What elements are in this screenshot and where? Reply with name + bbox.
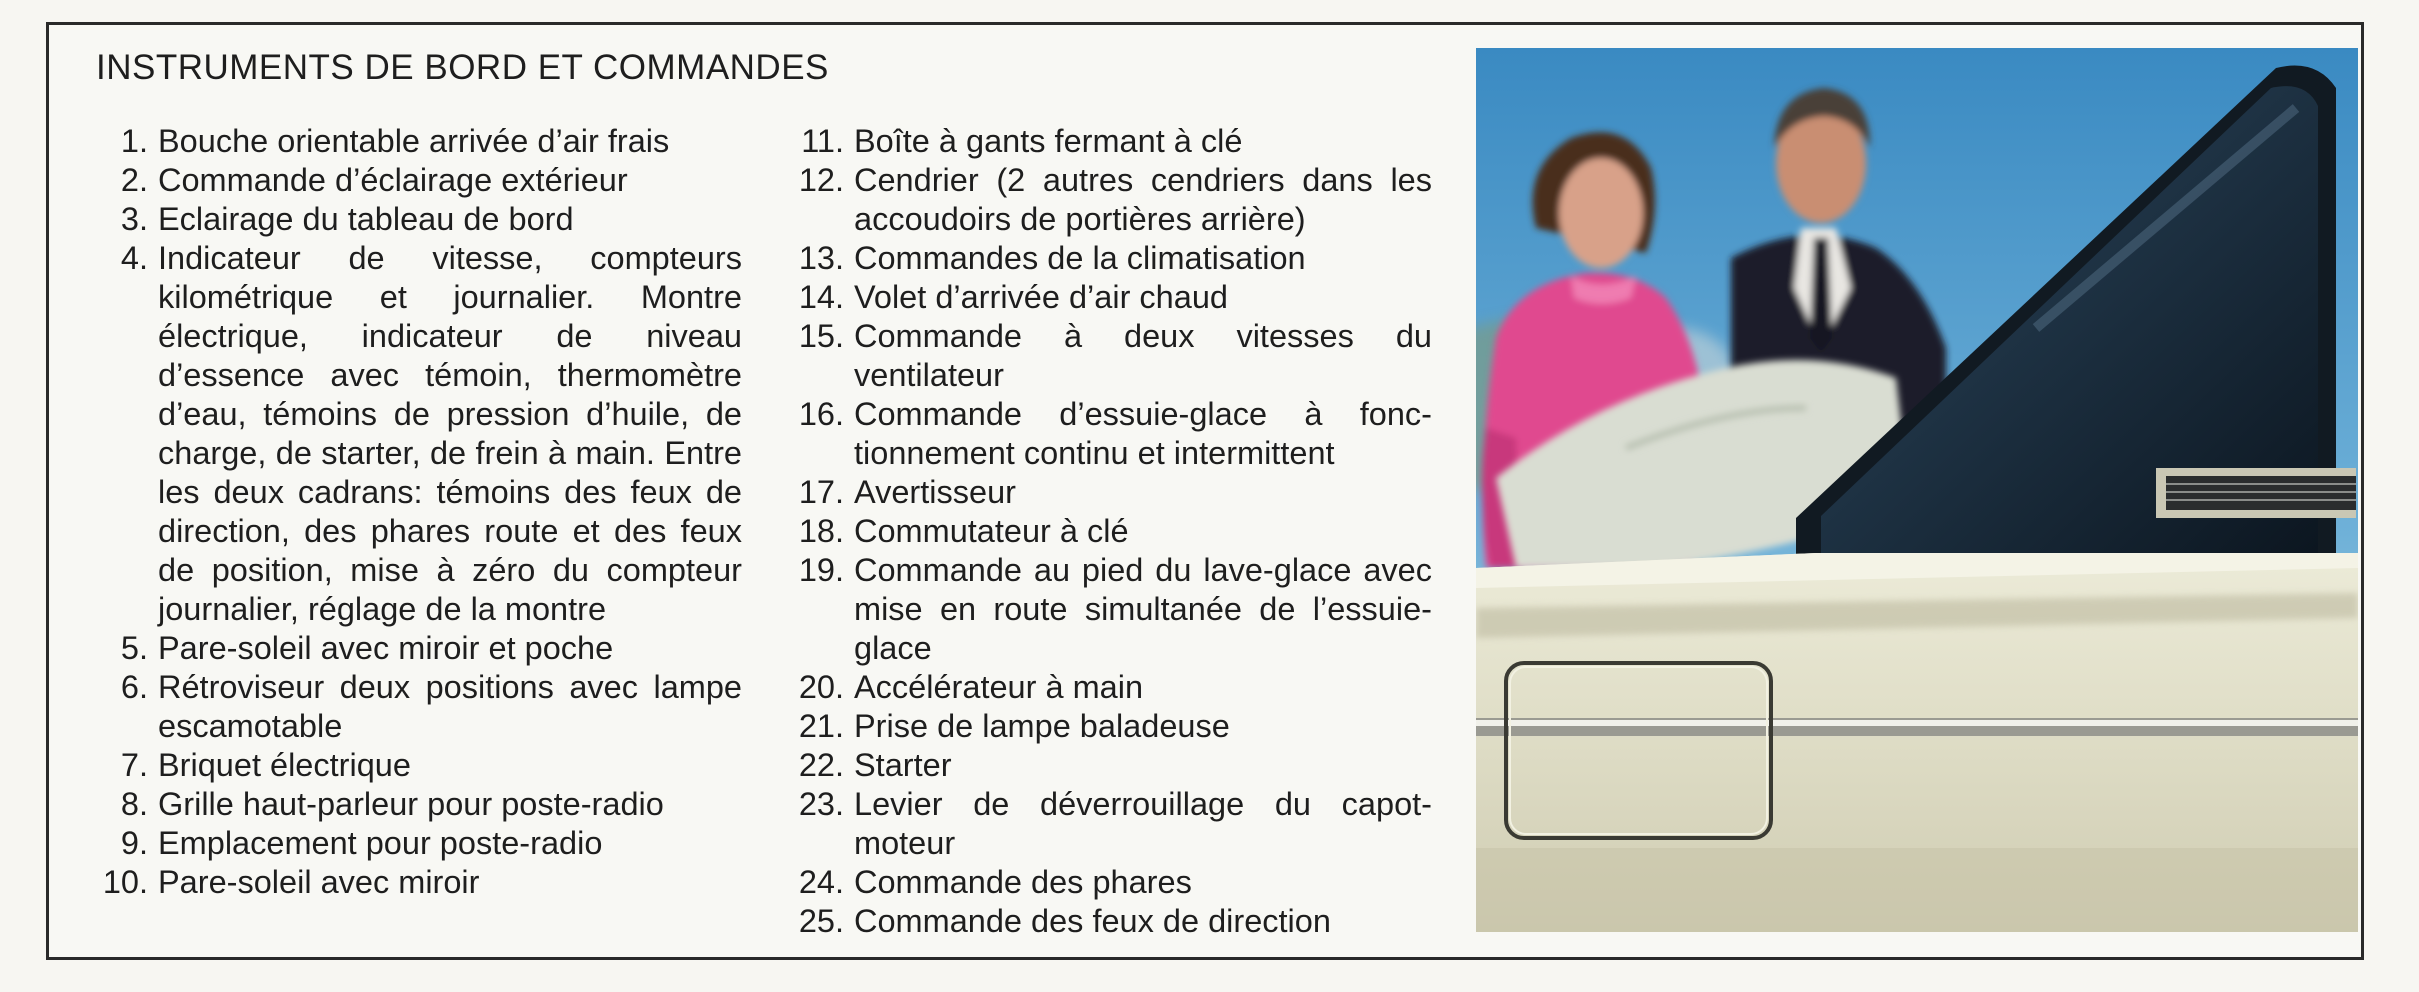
list-item — [92, 239, 742, 629]
item-text: Pare-soleil avec miroir — [158, 864, 480, 900]
list-item — [92, 122, 742, 161]
item-text: Commande d’essuie-glace à fonctionnement continu et intermittent — [854, 396, 1432, 471]
car-photo — [1476, 48, 2358, 932]
item-number: 16. — [798, 396, 844, 432]
list-item — [782, 239, 1432, 278]
item-text: Rétroviseur deux positions avec lampe escamotable — [158, 669, 742, 744]
item-number: 13. — [798, 240, 844, 276]
list-item — [92, 746, 742, 785]
item-text: Commandes de la climatisation — [854, 240, 1306, 276]
item-text: Indicateur de vitesse, compteurs kilométrique et journalier. Montre électrique, indicateur de niveau d’essence avec témoin, thermomètre d’eau, témoins de pression d’huile, de charge, de starter, de frein à main. Entre les deux cadrans: témoins des feux de direction, des phares route et des feux de position, mise à zéro du compteur journalier, réglage de la montre — [158, 240, 742, 627]
item-text: Starter — [854, 747, 952, 783]
item-number: 22. — [798, 747, 844, 783]
item-number: 18. — [798, 513, 844, 549]
item-text: Accélérateur à main — [854, 669, 1144, 705]
list-item — [782, 122, 1432, 161]
item-number: 5. — [120, 630, 148, 666]
item-number: 23. — [798, 786, 844, 822]
list-item — [782, 395, 1432, 473]
item-number: 4. — [120, 240, 148, 276]
item-number: 3. — [120, 201, 148, 237]
item-number: 12. — [798, 162, 844, 198]
chrome-highlight — [1476, 720, 2358, 726]
list-item — [782, 668, 1432, 707]
item-text: Commande à deux vitesses du ventilateur — [854, 318, 1432, 393]
list-item — [92, 200, 742, 239]
list-item — [782, 317, 1432, 395]
list-right-column — [782, 122, 1432, 941]
item-number: 8. — [120, 786, 148, 822]
item-number: 1. — [120, 123, 148, 159]
list-item — [782, 473, 1432, 512]
item-text: Commande d’éclairage extérieur — [158, 162, 628, 198]
item-text: Prise de lampe baladeuse — [854, 708, 1230, 744]
list-item — [92, 161, 742, 200]
list-item — [92, 668, 742, 746]
item-number: 21. — [798, 708, 844, 744]
item-text: Volet d’arrivée d’air chaud — [854, 279, 1228, 315]
car-photo-illustration — [1476, 48, 2358, 932]
item-number: 25. — [798, 903, 844, 939]
item-number: 6. — [120, 669, 148, 705]
item-text: Boîte à gants fermant à clé — [854, 123, 1243, 159]
list-item — [92, 863, 742, 902]
item-text: Commutateur à clé — [854, 513, 1129, 549]
list-item — [92, 824, 742, 863]
item-text: Cendrier (2 autres cendriers dans les accoudoirs de portières arrière) — [854, 162, 1432, 237]
list-left-column — [92, 122, 742, 902]
item-number: 14. — [798, 279, 844, 315]
lower-body-shade — [1476, 848, 2358, 932]
item-number: 10. — [102, 864, 148, 900]
item-text: Avertisseur — [854, 474, 1016, 510]
list-item — [92, 785, 742, 824]
list-item — [782, 785, 1432, 863]
list-item — [782, 278, 1432, 317]
item-text: Pare-soleil avec miroir et poche — [158, 630, 614, 666]
list-item — [782, 551, 1432, 668]
item-number: 7. — [120, 747, 148, 783]
item-number: 17. — [798, 474, 844, 510]
list-item — [782, 746, 1432, 785]
item-number: 24. — [798, 864, 844, 900]
list-item — [782, 902, 1432, 941]
list-item — [782, 707, 1432, 746]
item-text: Briquet électrique — [158, 747, 411, 783]
item-text: Levier de déverrouillage du capot-moteur — [854, 786, 1432, 861]
list-item — [782, 512, 1432, 551]
item-text: Grille haut-parleur pour poste-radio — [158, 786, 664, 822]
item-number: 9. — [120, 825, 148, 861]
list-item — [92, 629, 742, 668]
item-text: Commande des phares — [854, 864, 1192, 900]
item-text: Eclairage du tableau de bord — [158, 201, 574, 237]
page-title: INSTRUMENTS DE BORD ET COMMANDES — [96, 48, 829, 87]
item-number: 20. — [798, 669, 844, 705]
item-text: Emplacement pour poste-radio — [158, 825, 603, 861]
item-text: Commande des feux de direction — [854, 903, 1331, 939]
item-text: Bouche orientable arrivée d’air frais — [158, 123, 670, 159]
item-text: Commande au pied du lave-glace avec mise en route simultanée de l’essuie-glace — [854, 552, 1432, 666]
item-number: 19. — [798, 552, 844, 588]
item-number: 2. — [120, 162, 148, 198]
list-item — [782, 161, 1432, 239]
item-number: 15. — [798, 318, 844, 354]
list-item — [782, 863, 1432, 902]
item-number: 11. — [801, 123, 844, 159]
